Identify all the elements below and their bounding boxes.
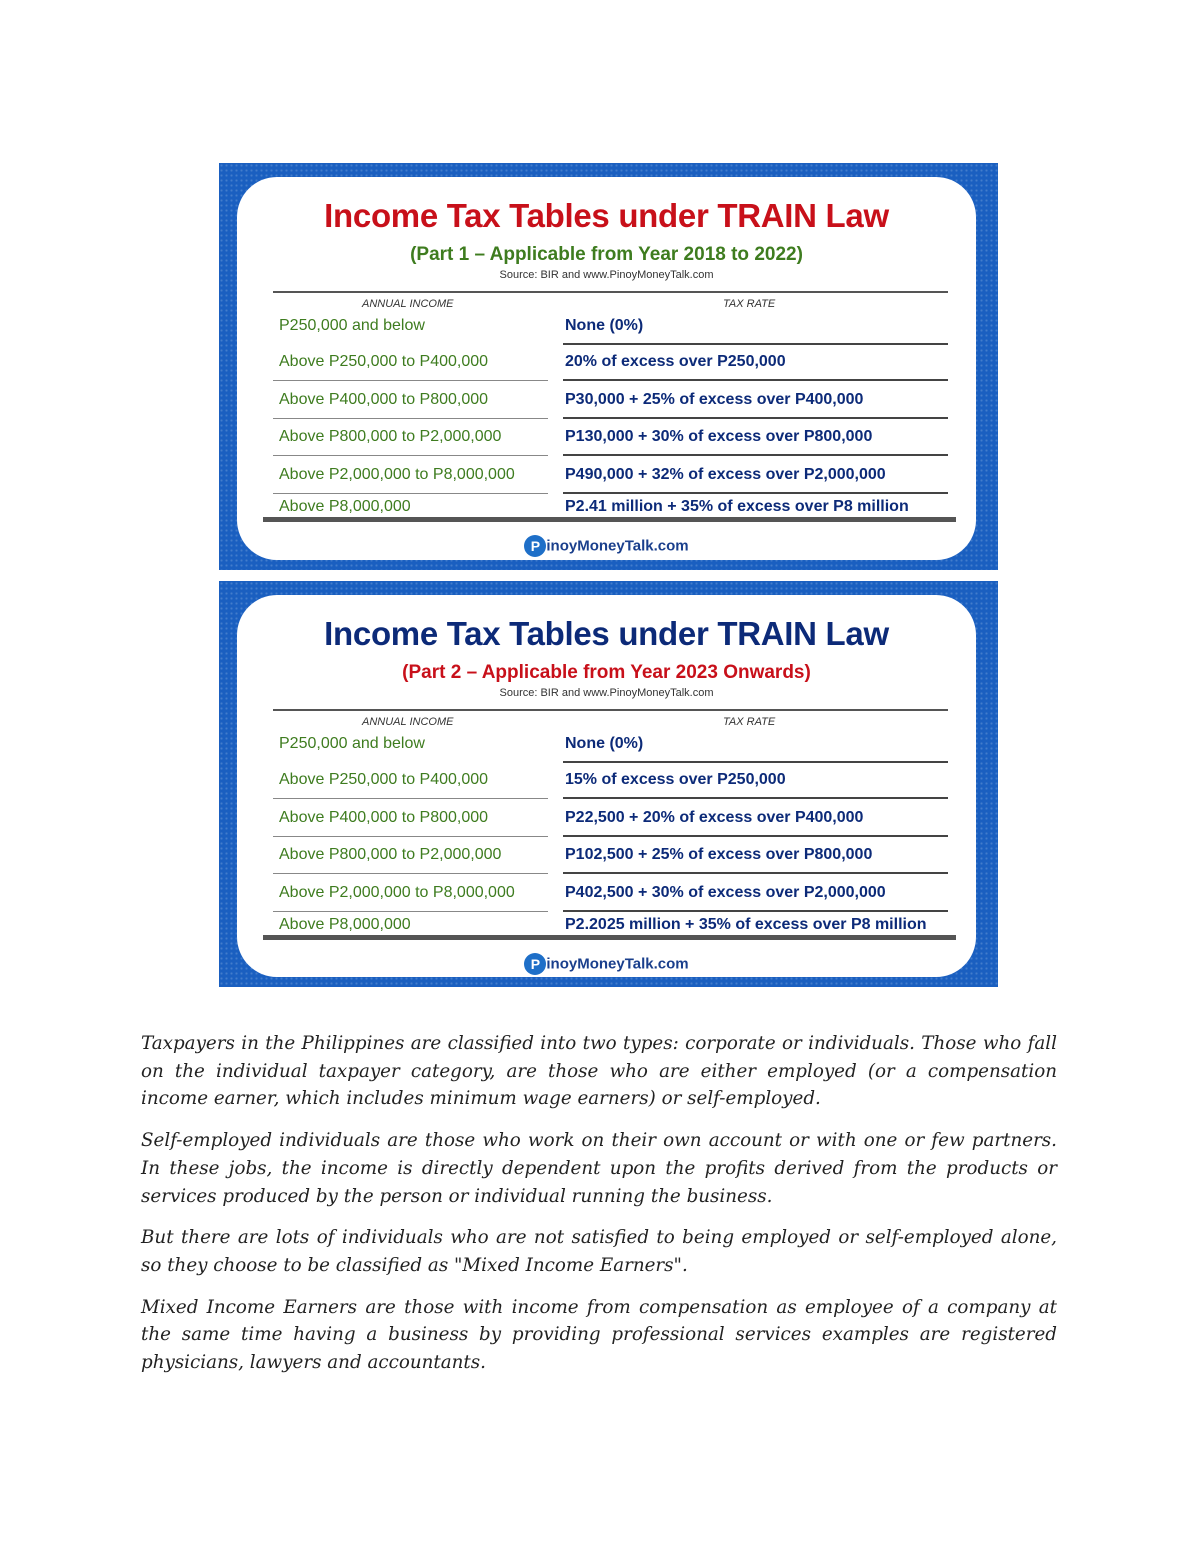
tax-rate: P130,000 + 30% of excess over P800,000 [565, 428, 873, 445]
body-text [141, 1030, 1057, 1391]
divider [263, 935, 956, 940]
tax-rate: 15% of excess over P250,000 [565, 771, 786, 788]
income-bracket: Above P8,000,000 [279, 916, 411, 933]
tax-rate: None (0%) [565, 735, 644, 752]
tax-rate: None (0%) [565, 317, 644, 334]
table-subtitle: (Part 1 – Applicable from Year 2018 to 2022) [410, 244, 803, 265]
row-divider [563, 454, 948, 456]
column-header-rate: TAX RATE [723, 298, 776, 310]
tax-rate: P2.41 million + 35% of excess over P8 million [565, 498, 909, 515]
income-bracket: P250,000 and below [279, 735, 425, 752]
column-header-rate: TAX RATE [723, 716, 776, 728]
paragraph: Self-employed individuals are those who work on their own account or with one or few partners. In these jobs, the income is directly dependent upon the profits derived from the products or services produced by the person or individual running the business. [141, 1130, 1057, 1207]
peso-chat-icon: P [524, 535, 546, 557]
tax-rate: 20% of excess over P250,000 [565, 353, 786, 370]
tax-rate: P402,500 + 30% of excess over P2,000,000 [565, 884, 886, 901]
paragraph: But there are lots of individuals who are not satisfied to being employed or self-employed alone, so they choose to be classified as "Mixed Income Earners". [141, 1227, 1057, 1276]
table-title: Income Tax Tables under TRAIN Law [324, 615, 889, 652]
row-divider [563, 872, 948, 874]
tax-rate: P22,500 + 20% of excess over P400,000 [565, 809, 864, 826]
divider [273, 709, 948, 711]
income-bracket: Above P400,000 to P800,000 [279, 391, 489, 408]
table-row [273, 838, 948, 874]
row-divider [273, 836, 548, 838]
income-bracket: P250,000 and below [279, 317, 425, 334]
tax-table-panel-part2 [219, 581, 998, 987]
tax-table-card [237, 177, 976, 560]
pinoymoneytalk-logo [237, 535, 976, 557]
table-row [273, 345, 948, 381]
income-bracket: Above P800,000 to P2,000,000 [279, 846, 502, 863]
tax-table-card [237, 595, 976, 977]
tax-rate: P490,000 + 32% of excess over P2,000,000 [565, 466, 886, 483]
row-divider [563, 417, 948, 419]
row-divider [273, 873, 548, 875]
row-divider [273, 418, 548, 420]
tax-rate: P2.2025 million + 35% of excess over P8 million [565, 916, 927, 933]
income-bracket: Above P800,000 to P2,000,000 [279, 428, 502, 445]
income-bracket: Above P400,000 to P800,000 [279, 809, 489, 826]
logo-text: inoyMoneyTalk.com [546, 537, 689, 555]
table-row [273, 420, 948, 456]
logo-text: inoyMoneyTalk.com [546, 955, 689, 973]
table-row [273, 383, 948, 419]
divider [273, 291, 948, 293]
paragraph: Mixed Income Earners are those with income from compensation as employee of a company at the same time having a business by providing professional services examples are registered physicians, lawyers and accountants. [141, 1296, 1057, 1374]
income-bracket: Above P2,000,000 to P8,000,000 [279, 466, 515, 483]
divider [263, 517, 956, 522]
table-row [273, 801, 948, 837]
peso-chat-icon: P [524, 953, 546, 975]
table-source: Source: BIR and www.PinoyMoneyTalk.com [499, 269, 714, 281]
tax-rate: P30,000 + 25% of excess over P400,000 [565, 391, 864, 408]
income-bracket: Above P2,000,000 to P8,000,000 [279, 884, 515, 901]
table-subtitle: (Part 2 – Applicable from Year 2023 Onwards) [402, 662, 811, 683]
income-bracket: Above P8,000,000 [279, 498, 411, 515]
table-source: Source: BIR and www.PinoyMoneyTalk.com [499, 687, 714, 699]
table-row [273, 309, 948, 345]
row-divider [273, 798, 548, 800]
tax-table-panel-part1 [219, 163, 998, 570]
income-bracket: Above P250,000 to P400,000 [279, 771, 489, 788]
row-divider [273, 455, 548, 457]
table-title: Income Tax Tables under TRAIN Law [324, 197, 889, 234]
table-row [273, 763, 948, 799]
row-divider [273, 380, 548, 382]
row-divider [563, 797, 948, 799]
column-header-income: ANNUAL INCOME [362, 716, 454, 728]
pinoymoneytalk-logo [237, 953, 976, 975]
column-header-income: ANNUAL INCOME [362, 298, 454, 310]
table-row [273, 458, 948, 494]
row-divider [563, 379, 948, 381]
table-row [273, 727, 948, 763]
tax-rate: P102,500 + 25% of excess over P800,000 [565, 846, 873, 863]
paragraph: Taxpayers in the Philippines are classified into two types: corporate or individuals. Those who fall on the individual taxpayer category, are those who are either employed (or a compensation income earner, which includes minimum wage earners) or self-employed. [141, 1033, 1057, 1110]
income-bracket: Above P250,000 to P400,000 [279, 353, 489, 370]
row-divider [563, 835, 948, 837]
table-row [273, 876, 948, 912]
